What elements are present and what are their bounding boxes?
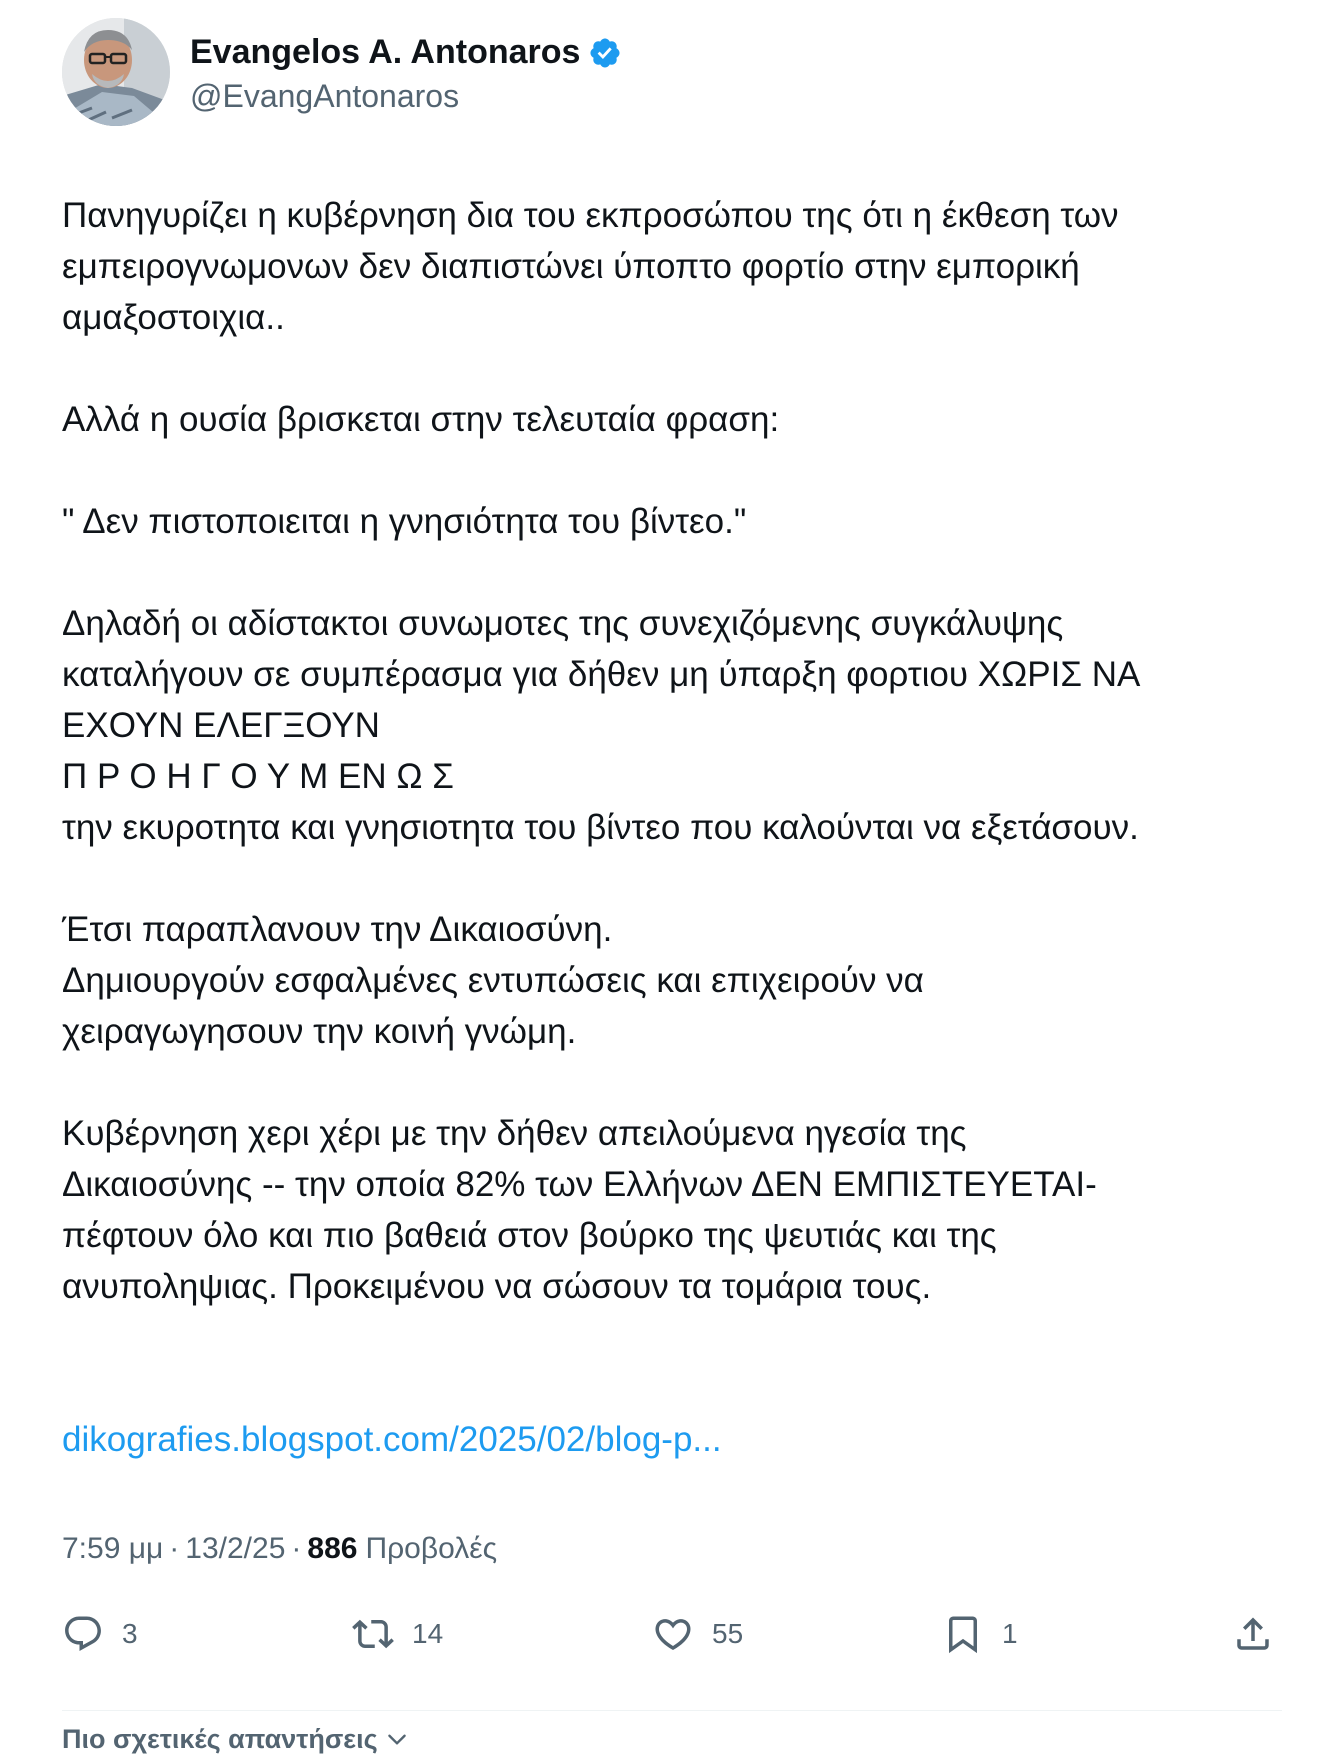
tweet-paragraph: Αλλά η ουσία βρισκεται στην τελευταία φραση: [62, 400, 780, 439]
tweet-date[interactable]: 13/2/25 [185, 1532, 286, 1565]
tweet-header [62, 18, 1282, 126]
tweet-time[interactable]: 7:59 μμ [62, 1532, 164, 1565]
share-icon [1232, 1613, 1274, 1655]
action-bar [62, 1605, 1282, 1661]
tweet-meta [62, 1529, 1282, 1569]
tweet-paragraph: " Δεν πιστοποιειται η γνησιότητα του βίντεο." [62, 502, 747, 541]
author-info [190, 30, 622, 115]
tweet [62, 18, 1282, 1759]
bottom-divider [62, 1710, 1282, 1711]
handle[interactable]: @EvangAntonaros [190, 77, 460, 114]
repost-icon [352, 1613, 394, 1655]
replies-sort-label: Πιο σχετικές απαντήσεις [62, 1723, 378, 1754]
name-row [190, 30, 622, 76]
share-button[interactable] [1232, 1613, 1274, 1655]
chevron-down-icon [384, 1726, 410, 1752]
reply-count: 3 [122, 1618, 138, 1649]
reply-icon [62, 1613, 104, 1655]
like-count: 55 [712, 1618, 744, 1649]
profile-photo-icon [62, 18, 170, 126]
views-label: Προβολές [365, 1532, 498, 1565]
verified-badge-icon[interactable] [588, 36, 622, 70]
tweet-paragraph: Δηλαδή οι αδίστακτοι συνωμοτες της συνεχιζόμενης συγκάλυψης καταλήγουν σε συμπέρασμα για δήθεν μη ύπαρξη φορτιου ΧΩΡΙΣ ΝΑ ΕΧΟΥΝ ΕΛΕΓΞΟΥΝ Π Ρ Ο Η Γ Ο Υ Μ ΕΝ Ω Σ την εκυροτητα και γνησιοτητα του βίντεο που καλούνται να εξετάσουν. [62, 604, 1141, 847]
tweet-paragraph: Έτσι παραπλανουν την Δικαιοσύνη. Δημιουργούν εσφαλμένες εντυπώσεις και επιχειρούν να χειραγωγησουν την κοινή γνώμη. [62, 910, 924, 1051]
bookmark-count: 1 [1002, 1618, 1018, 1649]
tweet-link-paragraph [62, 1363, 1282, 1465]
replies-sort-toggle[interactable] [62, 1719, 1282, 1759]
tweet-paragraph: Πανηγυρίζει η κυβέρνηση δια του εκπροσώπου της ότι η έκθεση των εμπειρογνωμονων δεν διαπιστώνει ύποπτο φορτίο στην εμπορική αμαξοστοιχια.. [62, 196, 1119, 337]
reply-button[interactable] [62, 1613, 138, 1655]
like-icon [652, 1613, 694, 1655]
tweet-text [62, 190, 1282, 1465]
meta-separator: · [291, 1532, 302, 1565]
meta-separator: · [169, 1532, 180, 1565]
tweet-link[interactable]: dikografies.blogspot.com/2025/02/blog-p... [62, 1420, 722, 1459]
avatar[interactable] [62, 18, 170, 126]
repost-count: 14 [412, 1618, 444, 1649]
like-button[interactable] [652, 1613, 743, 1655]
bookmark-button[interactable] [942, 1613, 1018, 1655]
repost-button[interactable] [352, 1613, 443, 1655]
display-name[interactable]: Evangelos A. Antonaros [190, 33, 581, 71]
views-count: 886 [307, 1532, 358, 1565]
bookmark-icon [942, 1613, 984, 1655]
tweet-paragraph: Κυβέρνηση χερι χέρι με την δήθεν απειλούμενα ηγεσία της Δικαιοσύνης -- την οποία 82% των Ελλήνων ΔΕΝ ΕΜΠΙΣΤΕΥΕΤΑΙ- πέφτουν όλο και πιο βαθειά στον βούρκο της ψευτιάς και της ανυποληψιας. Προκειμένου να σώσουν τα τομάρια τους. [62, 1114, 1097, 1306]
